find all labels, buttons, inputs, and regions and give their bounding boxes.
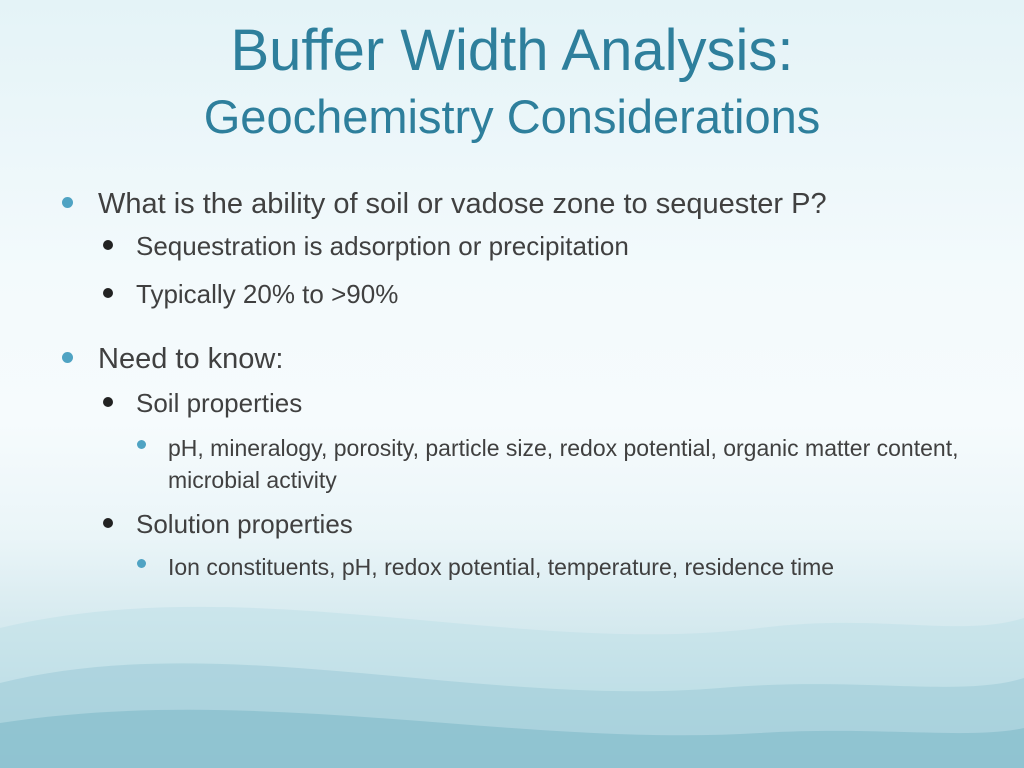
bullet-item xyxy=(56,341,986,377)
bullet-dot xyxy=(137,440,146,449)
title-line-2: Geochemistry Considerations xyxy=(203,90,821,143)
title-line-1: Buffer Width Analysis: xyxy=(230,18,794,83)
bullet-dot xyxy=(103,397,113,407)
sub-sub-bullet-item xyxy=(56,432,986,496)
sub-sub-bullet-text: Ion constituents, pH, redox potential, temperature, residence time xyxy=(168,554,835,580)
sub-bullet-text: Sequestration is adsorption or precipitation xyxy=(136,231,629,261)
bullet-dot xyxy=(62,352,73,363)
sub-sub-bullet-text: pH, mineralogy, porosity, particle size, redox potential, organic matter content, microbial activity xyxy=(168,435,959,493)
sub-bullet-text: Typically 20% to >90% xyxy=(136,279,399,309)
bullet-list xyxy=(56,186,986,583)
bullet-text: Need to know: xyxy=(98,343,284,375)
bullet-item xyxy=(56,186,986,222)
bullet-dot xyxy=(62,197,73,208)
sub-bullet-item xyxy=(56,230,986,263)
sub-bullet-item xyxy=(56,278,986,311)
bullet-dot xyxy=(103,518,113,528)
sub-bullet-text: Solution properties xyxy=(136,509,353,539)
bullet-dot xyxy=(103,288,113,298)
bullet-text: What is the ability of soil or vadose zone to sequester P? xyxy=(98,188,827,220)
bullet-dot xyxy=(137,559,146,568)
sub-bullet-item xyxy=(56,508,986,541)
sub-bullet-item xyxy=(56,387,986,420)
slide-title xyxy=(0,14,1024,146)
sub-bullet-text: Soil properties xyxy=(136,388,303,418)
sub-sub-bullet-item xyxy=(56,551,986,583)
bullet-dot xyxy=(103,240,113,250)
